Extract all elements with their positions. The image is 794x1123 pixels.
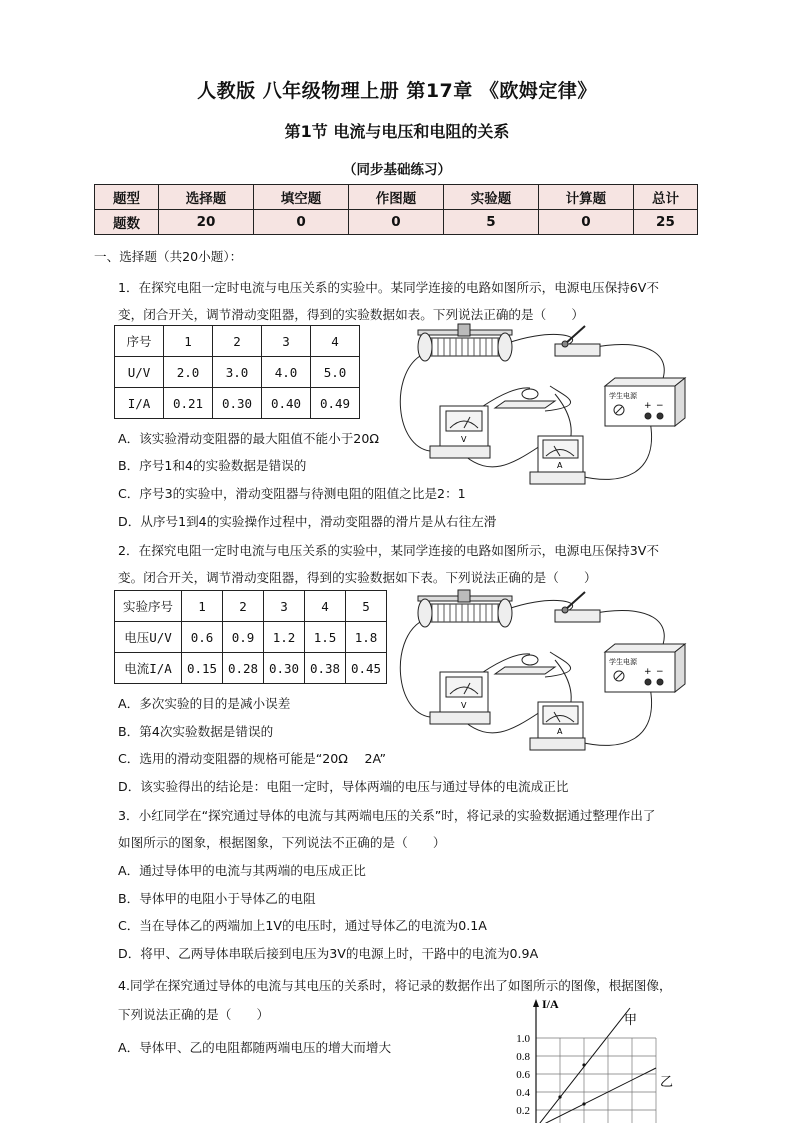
section-heading: 一、选择题（共20小题）： [94, 249, 243, 264]
q2-option-b: B．第4次实验数据是错误的 [118, 724, 274, 739]
cell: 5 [443, 210, 538, 235]
cell: 4 [305, 591, 346, 622]
cell: 0.15 [182, 653, 223, 684]
power-supply-label: 学生电源 [609, 658, 637, 666]
cell: 题型 [95, 185, 159, 210]
q2-data-table [114, 590, 387, 684]
cell: 1 [182, 591, 223, 622]
q2-stem-line1: 2．在探究电阻一定时电流与电压关系的实验中，某同学连接的电路如图所示，电源电压保持3V不 [118, 543, 659, 558]
cell: 0.30 [213, 388, 262, 419]
cell: 电压U/V [115, 622, 182, 653]
cell: 电流I/A [115, 653, 182, 684]
plus-label: + [644, 667, 652, 677]
y-tick: 0.8 [516, 1051, 530, 1063]
plus-label: + [644, 401, 652, 411]
cell: 1.5 [305, 622, 346, 653]
y-tick: 1.0 [516, 1033, 530, 1045]
cell: 0.38 [305, 653, 346, 684]
q1-data-table [114, 325, 360, 419]
cell: 1.8 [346, 622, 387, 653]
cell: 3 [262, 326, 311, 357]
cell: 计算题 [538, 185, 633, 210]
line-yi [536, 1068, 656, 1123]
summary-row-types [95, 185, 698, 210]
page-title: 人教版 八年级物理上册 第17章 《欧姆定律》 [197, 80, 597, 102]
cell: 4.0 [262, 357, 311, 388]
cell: 1.2 [264, 622, 305, 653]
cell: U/V [115, 357, 164, 388]
cell: 2 [213, 326, 262, 357]
q4-stem-line2: 下列说法正确的是（ ） [118, 1007, 270, 1022]
q2-option-c: C．选用的滑动变阻器的规格可能是“20Ω 2A” [118, 751, 387, 766]
cell: 0.6 [182, 622, 223, 653]
ammeter-label: A [557, 461, 563, 470]
cell: 5 [346, 591, 387, 622]
y-axis-label: I/A [542, 997, 559, 1011]
q1-stem-line1: 1．在探究电阻一定时电流与电压关系的实验中。某同学连接的电路如图所示，电源电压保持6V不 [118, 280, 659, 295]
q3-stem-line2: 如图所示的图象，根据图象，下列说法不正确的是（ ） [118, 835, 446, 850]
cell: 序号 [115, 326, 164, 357]
cell: 0.30 [264, 653, 305, 684]
cell: 0.28 [223, 653, 264, 684]
q3-option-c: C．当在导体乙的两端加上1V的电压时，通过导体乙的电流为0.1A [118, 918, 487, 933]
q3-stem-line1: 3．小红同学在“探究通过导体的电流与其两端电压的关系”时，将记录的实验数据通过整理作出了 [118, 808, 656, 823]
cell: 0 [538, 210, 633, 235]
q3-option-b: B．导体甲的电阻小于导体乙的电阻 [118, 891, 316, 906]
subtitle: （同步基础练习） [343, 162, 451, 178]
q1-option-c: C．序号3的实验中，滑动变阻器与待测电阻的阻值之比是2：1 [118, 486, 466, 501]
cell: 2 [223, 591, 264, 622]
minus-label: − [656, 401, 664, 411]
q2-circuit-diagram [390, 582, 690, 762]
y-tick: 0.6 [516, 1069, 530, 1081]
cell: 0 [254, 210, 349, 235]
y-tick: 0.2 [516, 1105, 530, 1117]
cell: 2.0 [164, 357, 213, 388]
q2-option-d: D．该实验得出的结论是：电阻一定时，导体两端的电压与通过导体的电流成正比 [118, 779, 569, 794]
q1-option-a: A．该实验滑动变阻器的最大阻值不能小于20Ω [118, 431, 379, 446]
q1-option-d: D．从序号1到4的实验操作过程中，滑动变阻器的滑片是从右往左滑 [118, 514, 497, 529]
label-yi: 乙 [660, 1075, 674, 1090]
label-jia: 甲 [624, 1013, 638, 1028]
cell: 选择题 [159, 185, 254, 210]
cell: 0.21 [164, 388, 213, 419]
cell: 0 [349, 210, 444, 235]
summary-row-counts [95, 210, 698, 235]
ammeter-label: A [557, 727, 563, 736]
cell: 3 [264, 591, 305, 622]
cell: 0.9 [223, 622, 264, 653]
q4-option-a: A．导体甲、乙的电阻都随两端电压的增大而增大 [118, 1040, 392, 1055]
cell: 总计 [633, 185, 697, 210]
q3-option-a: A．通过导体甲的电流与其两端的电压成正比 [118, 863, 366, 878]
y-tick: 0.4 [516, 1087, 530, 1099]
summary-table [94, 184, 698, 235]
cell: 3.0 [213, 357, 262, 388]
cell: 4 [311, 326, 360, 357]
cell: 填空题 [254, 185, 349, 210]
cell: 作图题 [349, 185, 444, 210]
cell: 实验序号 [115, 591, 182, 622]
power-supply-label: 学生电源 [609, 392, 637, 400]
cell: 0.45 [346, 653, 387, 684]
cell: 20 [159, 210, 254, 235]
q4-iv-graph [496, 994, 696, 1123]
q1-option-b: B．序号1和4的实验数据是错误的 [118, 458, 307, 473]
cell: I/A [115, 388, 164, 419]
cell: 实验题 [443, 185, 538, 210]
q2-option-a: A．多次实验的目的是减小误差 [118, 696, 291, 711]
q4-stem-line1: 4.同学在探究通过导体的电流与其电压的关系时，将记录的数据作出了如图所示的图像，根据图像， [118, 978, 672, 993]
section-title: 第1节 电流与电压和电阻的关系 [284, 122, 510, 141]
voltmeter-label: V [461, 435, 467, 444]
cell: 0.49 [311, 388, 360, 419]
voltmeter-label: V [461, 701, 467, 710]
cell: 5.0 [311, 357, 360, 388]
cell: 25 [633, 210, 697, 235]
q3-option-d: D．将甲、乙两导体串联后接到电压为3V的电源上时，干路中的电流为0.9A [118, 946, 539, 961]
q1-circuit-diagram [390, 316, 690, 496]
minus-label: − [656, 667, 664, 677]
cell: 0.40 [262, 388, 311, 419]
q2-stem-line2: 变。闭合开关，调节滑动变阻器，得到的实验数据如下表。下列说法正确的是（ ） [118, 570, 597, 585]
cell: 1 [164, 326, 213, 357]
q1-stem-line2: 变，闭合开关，调节滑动变阻器，得到的实验数据如表。下列说法正确的是（ ） [118, 307, 584, 322]
cell: 题数 [95, 210, 159, 235]
